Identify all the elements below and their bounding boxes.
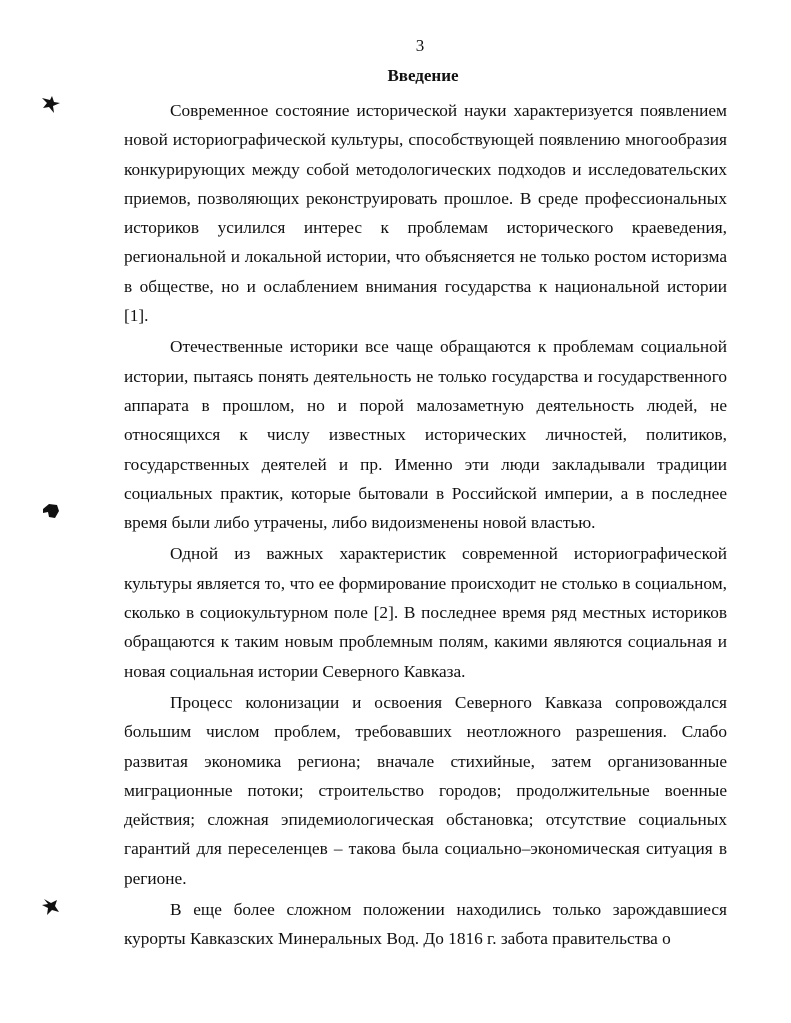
scan-mark-icon [40,500,62,522]
body-text [124,96,727,956]
paragraph-2: Отечественные историки все чаще обращаются к проблемам социальной истории, пытаясь понять деятельность не только государства и государственного аппарата в прошлом, но и порой малозаметную деятельность людей, не относящихся к числу известных исторических личностей, политиков, государственных деятелей и пр. Именно эти люди закладывали традиции социальных практик, которые бытовали в Российской империи, а в последнее время были либо утрачены, либо видоизменены новой властью. [124,337,727,533]
paragraph-4: Процесс колонизации и освоения Северного Кавказа сопровождался большим числом проблем, требовавших неотложного разрешения. Слабо развитая экономика региона; вначале стихийные, затем организованные миграционные потоки; строительство городов; продолжительные военные действия; сложная эпидемиологическая обстановка; отсутствие социальных гарантий для переселенцев – такова была социально–экономическая ситуация в регионе. [124,692,727,888]
scan-mark-icon [40,94,62,116]
scan-mark-icon [40,896,62,918]
page-heading: Введение [387,66,459,85]
page-number: 3 [415,36,425,55]
paragraph-5: В еще более сложном положении находились только зарождавшиеся курорты Кавказских Минеральных Вод. До 1816 г. забота правительства о [124,900,727,949]
paragraph-3: Одной из важных характеристик современной историографической культуры является то, что ее формирование происходит не столько в социальном, сколько в социокультурном поле [2]. В последнее время ряд местных историков обращаются к таким новым проблемным полям, какими являются социальная и новая социальная истории Северного Кавказа. [124,544,727,681]
paragraph-1: Современное состояние исторической науки характеризуется появлением новой историографической культуры, способствующей появлению многообразия конкурирующих между собой методологических подходов и исследовательских приемов, позволяющих реконструировать прошлое. В среде профессиональных историков усилился интерес к проблемам исторического краеведения, региональной и локальной истории, что объясняется не только ростом историзма в обществе, но и ослаблением внимания государства к национальной истории [1]. [124,101,727,326]
